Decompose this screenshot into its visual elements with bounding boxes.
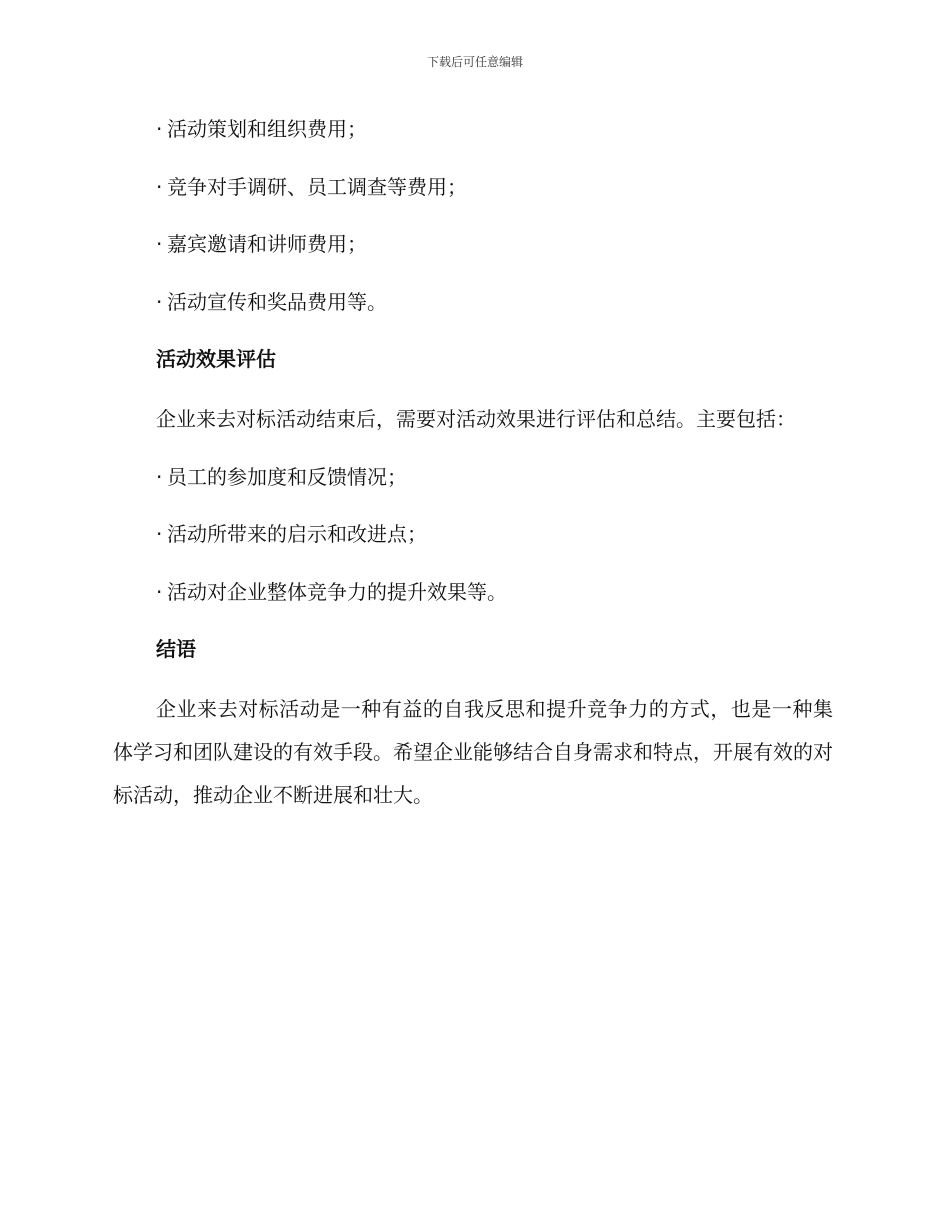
bullet-dot: ·: [156, 174, 163, 199]
list-item-evaluation: [113, 573, 833, 611]
list-item-text: 活动策划和组织费用；: [167, 117, 367, 141]
list-item-text: 活动对企业整体竞争力的提升效果等。: [167, 579, 507, 604]
list-item-evaluation: [113, 458, 833, 496]
conclusion-paragraph: 企业来去对标活动是一种有益的自我反思和提升竞争力的方式，也是一种集体学习和团队建设的有效手段。希望企业能够结合自身需求和特点，开展有效的对标活动，推动企业不断进展和壮大。: [113, 696, 833, 807]
bullet-dot: ·: [156, 289, 163, 314]
list-item-text: 竞争对手调研、员工调查等费用；: [167, 174, 467, 199]
list-item-text: 员工的参加度和反馈情况；: [167, 464, 407, 489]
page-header-note: 下载后可任意编辑: [426, 55, 523, 69]
bullet-dot: ·: [156, 117, 163, 141]
section-heading-conclusion: 结语: [156, 637, 196, 661]
bullet-dot: ·: [156, 522, 163, 546]
evaluation-paragraph: 企业来去对标活动结束后，需要对活动效果进行评估和总结。主要包括：: [156, 406, 796, 431]
bullet-dot: ·: [156, 232, 163, 256]
list-item-cost: [113, 283, 833, 321]
list-item-text: 活动宣传和奖品费用等。: [167, 289, 387, 314]
list-item-cost: [113, 168, 833, 206]
list-item-evaluation: [113, 515, 833, 553]
document-body: [113, 110, 833, 834]
list-item-cost: [113, 110, 833, 148]
list-item-text: 活动所带来的启示和改进点；: [167, 522, 427, 546]
list-item-cost: [113, 225, 833, 263]
bullet-dot: ·: [156, 464, 163, 489]
list-item-text: 嘉宾邀请和讲师费用；: [167, 232, 367, 256]
bullet-dot: ·: [156, 579, 163, 604]
section-heading-evaluation: 活动效果评估: [156, 347, 276, 371]
